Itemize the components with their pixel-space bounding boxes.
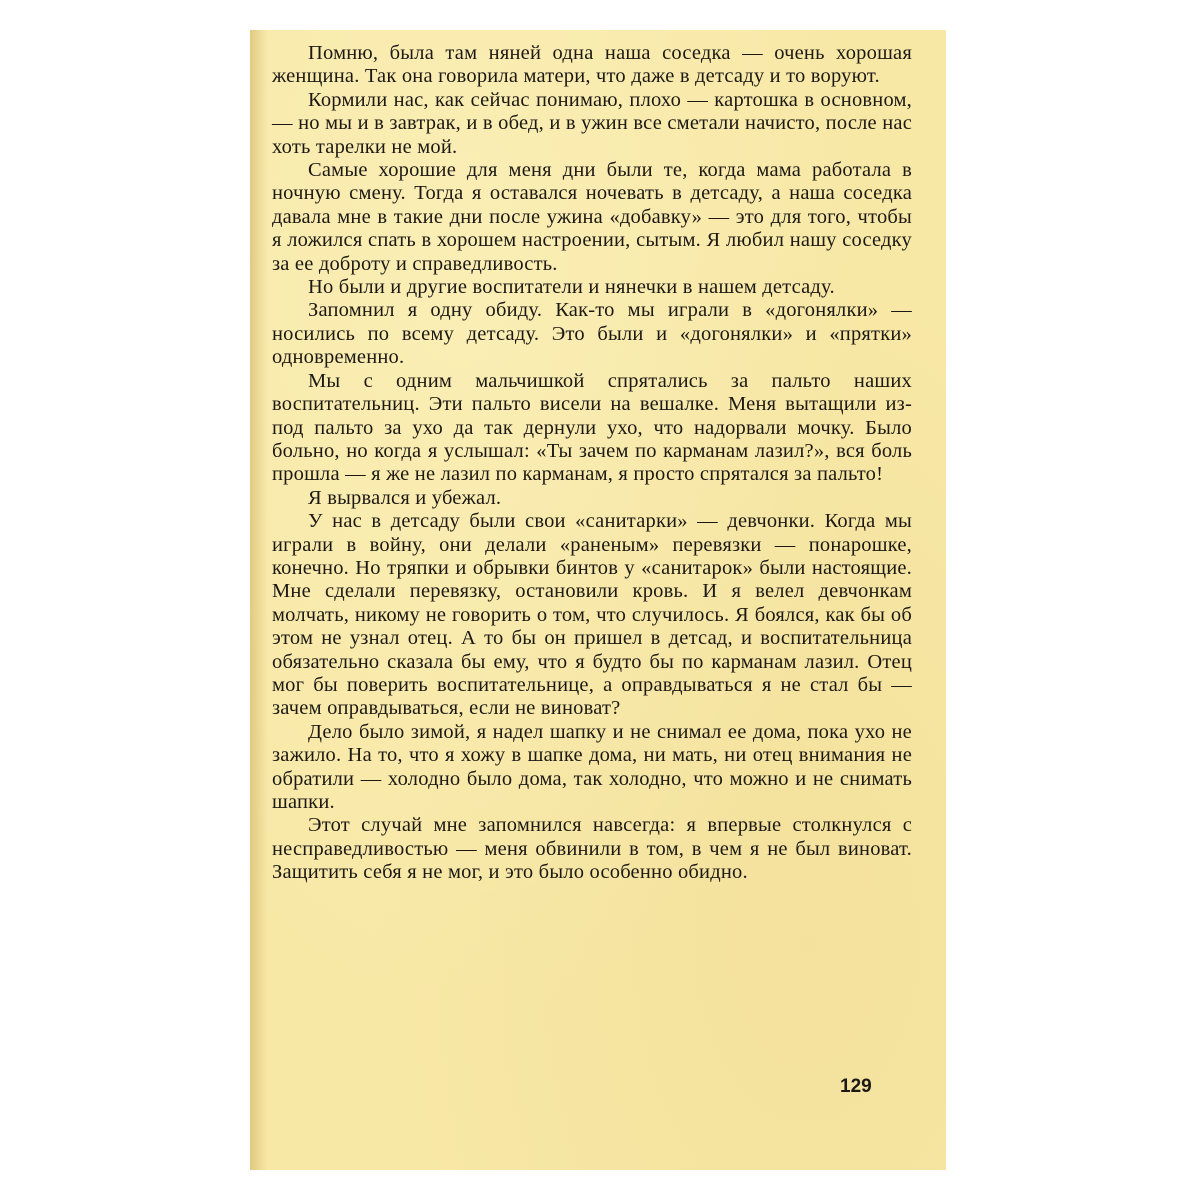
paragraph-8: У нас в детсаду были свои «санитарки» — девчонки. Когда мы играли в войну, они делали «раненым» перевязки — понарошке, конечно. Но тряпки и обрывки бинтов у «санитарок» были настоящие. Мне сделали перевязку, остановили кровь. И я велел девчонкам молчать, никому не говорить о том, что случилось. Я боялся, как бы об этом не узнал отец. А то бы он пришел в детсад, и воспитательница обязательно сказала бы ему, что я будто бы по карманам лазил. Отец мог бы поверить воспитательнице, а оправдываться я не стал бы — зачем оправдываться, если не виноват? [272,510,912,720]
page-number: 129 [840,1076,872,1097]
paragraph-9: Дело было зимой, я надел шапку и не снимал ее дома, пока ухо не зажило. На то, что я хожу в шапке дома, ни мать, ни отец внимания не обратили — холодно было дома, так холодно, что можно и не снимать шапки. [272,720,912,813]
paragraph-10: Этот случай мне запомнился навсегда: я впервые столкнулся с несправедливостью — меня обвинили в том, в чем я не был виноват. Защитить себя я не мог, и это было особенно обидно. [272,814,912,884]
paragraph-2: Кормили нас, как сейчас понимаю, плохо — картошка в основном, — но мы и в завтрак, и в обед, и в ужин все сметали начисто, после нас хоть тарелки не мой. [272,88,912,158]
paragraph-1: Помню, была там няней одна наша соседка — очень хорошая женщина. Так она говорила матери, что даже в детсаду и то воруют. [272,42,912,88]
page-binding-shadow [250,30,268,1170]
paragraph-3: Самые хорошие для меня дни были те, когда мама работала в ночную смену. Тогда я оставался ночевать в детсаду, а наша соседка давала мне в такие дни после ужина «добавку» — это для того, чтобы я ложился спать в хорошем настроении, сытым. Я любил нашу соседку за ее доброту и справедливость. [272,159,912,275]
paragraph-4: Но были и другие воспитатели и нянечки в нашем детсаду. [308,276,835,299]
paragraph-6: Мы с одним мальчишкой спрятались за пальто наших воспитательниц. Эти пальто висели на вешалке. Меня вытащили из-под пальто за ухо да так дернули ухо, что надорвали мочку. Было больно, но когда я услышал: «Ты зачем по карманам лазил?», вся боль прошла — я же не лазил по карманам, я просто спрятался за пальто! [272,369,912,486]
book-page [250,30,946,1170]
page-text [272,42,912,885]
paragraph-7: Я вырвался и убежал. [308,486,502,509]
paragraph-5: Запомнил я одну обиду. Как-то мы играли в «догонялки» — носились по всему детсаду. Это были и «догонялки» и «прятки» одновременно. [272,299,912,369]
